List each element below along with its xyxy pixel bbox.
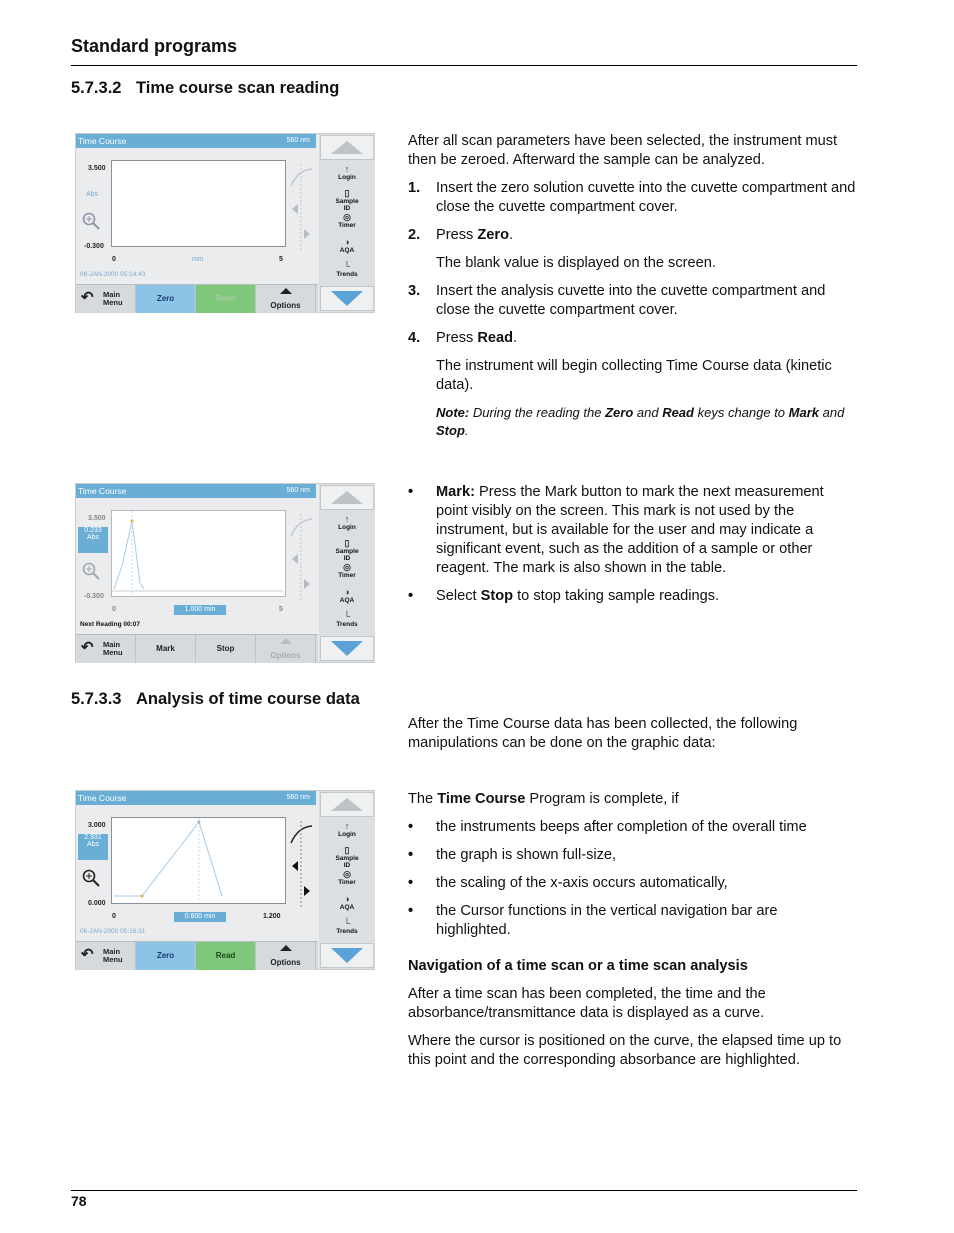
sidebar-item-trends[interactable]: └ Trends xyxy=(333,612,361,628)
section-heading-5-7-3-3: 5.7.3.3 Analysis of time course data xyxy=(71,690,360,708)
y-max-label: 3.500 xyxy=(88,515,106,522)
options-button[interactable]: Options xyxy=(256,942,316,970)
x-cursor-highlight: 0.600 min xyxy=(174,912,226,922)
y-min-label: -0.300 xyxy=(84,243,104,250)
main-menu-button[interactable]: ↶ Main Menu xyxy=(76,285,136,313)
device-screen-during-reading xyxy=(75,483,375,663)
intro-paragraph: After all scan parameters have been selected, the instrument must then be zeroed. Afterward the sample can be analyzed. xyxy=(408,133,838,168)
back-arrow-icon: ↶ xyxy=(81,639,94,656)
main-menu-button[interactable]: ↶ Main Menu xyxy=(76,635,136,663)
section2-text xyxy=(408,790,856,1079)
login-icon: ↑ xyxy=(344,821,350,831)
y-min-label: -0.300 xyxy=(84,593,104,600)
bottom-button-bar xyxy=(76,284,318,313)
x-max-label: 5 xyxy=(279,256,283,263)
cursor-tools-active[interactable] xyxy=(288,821,315,909)
y-cursor-highlight: 2.931 Abs xyxy=(78,834,108,860)
device-screen-completed-scan xyxy=(75,790,375,970)
list-item: • the instruments beeps after completion of the overall time xyxy=(408,819,807,835)
read-button[interactable]: Read xyxy=(196,285,256,313)
timestamp: 06-JAN-2000 05:14:43 xyxy=(80,271,146,278)
mark-button[interactable]: Mark xyxy=(136,635,196,663)
read-button[interactable]: Read xyxy=(196,942,256,970)
scroll-down-button[interactable] xyxy=(320,286,374,311)
graph-area xyxy=(111,817,286,904)
timer-icon: ◎ xyxy=(343,562,351,572)
sidebar-nav xyxy=(319,484,375,662)
zoom-icon[interactable] xyxy=(82,212,100,230)
screen-title-bar: Time Course 560 nm xyxy=(76,791,316,805)
timestamp: 06-JAN-2000 05:16:31 xyxy=(80,928,146,935)
step-4-result: The instrument will begin collecting Time Course data (kinetic data). xyxy=(436,358,832,393)
aqa-icon: ◑ xyxy=(344,587,350,597)
sidebar-item-trends[interactable]: └ Trends xyxy=(333,262,361,278)
bottom-button-bar xyxy=(76,634,318,663)
back-arrow-icon: ↶ xyxy=(81,289,94,306)
bottom-button-bar xyxy=(76,941,318,970)
scroll-up-button[interactable] xyxy=(320,485,374,510)
login-icon: ↑ xyxy=(344,164,350,174)
bullet-stop: • Select Stop to stop taking sample readings. xyxy=(408,588,720,604)
list-item: • the Cursor functions in the vertical navigation bar are highlighted. xyxy=(408,903,778,938)
trends-icon: └ xyxy=(343,261,351,271)
stop-button[interactable]: Stop xyxy=(196,635,256,663)
y-min-label: 0.000 xyxy=(88,900,106,907)
sample-id-icon: ▯ xyxy=(344,538,350,548)
navigation-paragraph-2: Where the cursor is positioned on the curve, the elapsed time up to this point and the corresponding absorbance are highlighted. xyxy=(408,1033,842,1068)
sidebar-item-timer[interactable]: ◎ Timer xyxy=(333,213,361,229)
aqa-icon: ◑ xyxy=(344,894,350,904)
sidebar-item-sample-id[interactable]: ▯ Sample ID xyxy=(333,846,361,869)
footer-rule xyxy=(71,1190,857,1191)
login-icon: ↑ xyxy=(344,514,350,524)
scroll-down-button[interactable] xyxy=(320,943,374,968)
timer-icon: ◎ xyxy=(343,869,351,879)
navigation-subheading: Navigation of a time scan or a time scan analysis xyxy=(408,958,748,974)
sample-id-icon: ▯ xyxy=(344,188,350,198)
device-screen-before-reading xyxy=(75,133,375,313)
scroll-down-button[interactable] xyxy=(320,636,374,661)
step-3: 3. Insert the analysis cuvette into the cuvette compartment and close the cuvette compartment cover. xyxy=(408,283,826,318)
y-max-label: 3.500 xyxy=(88,165,106,172)
y-cursor-highlight: 0.233 Abs xyxy=(78,527,108,553)
section2-intro: After the Time Course data has been collected, the following manipulations can be done on the graphic data: xyxy=(408,716,798,751)
options-button[interactable]: Options xyxy=(256,635,316,663)
x-min-label: 0 xyxy=(112,913,116,920)
trends-icon: └ xyxy=(343,918,351,928)
aqa-icon: ◑ xyxy=(344,237,350,247)
x-min-label: 0 xyxy=(112,606,116,613)
sidebar-item-trends[interactable]: └ Trends xyxy=(333,919,361,935)
zero-button[interactable]: Zero xyxy=(136,942,196,970)
scroll-up-button[interactable] xyxy=(320,792,374,817)
sidebar-item-login[interactable]: ↑ Login xyxy=(333,515,361,531)
y-max-label: 3.000 xyxy=(88,822,106,829)
sidebar-item-aqa[interactable]: ◑ AQA xyxy=(333,238,361,254)
timer-icon: ◎ xyxy=(343,212,351,222)
list-item: • the graph is shown full-size, xyxy=(408,847,617,863)
x-max-label: 5 xyxy=(279,606,283,613)
section1-text xyxy=(408,132,856,440)
main-menu-button[interactable]: ↶ Main Menu xyxy=(76,942,136,970)
sidebar-item-sample-id[interactable]: ▯ Sample ID xyxy=(333,189,361,212)
y-unit-label: Abs xyxy=(86,191,99,198)
sidebar-item-login[interactable]: ↑ Login xyxy=(333,822,361,838)
complete-condition: The Time Course Program is complete, if xyxy=(408,791,679,807)
header-rule xyxy=(71,65,857,66)
section-heading-5-7-3-2: 5.7.3.2 Time course scan reading xyxy=(71,79,340,97)
zoom-icon[interactable] xyxy=(82,869,100,887)
step-1: 1. Insert the zero solution cuvette into the cuvette compartment and close the cuvette compartment cover. xyxy=(408,180,856,215)
next-reading-countdown: Next Reading 00:07 xyxy=(80,621,140,628)
x-cursor-highlight: 1.000 min xyxy=(174,605,226,615)
sidebar-item-timer[interactable]: ◎ Timer xyxy=(333,563,361,579)
zoom-icon[interactable] xyxy=(82,562,100,580)
mark-stop-bullets xyxy=(408,483,856,615)
x-max-label: 1.200 xyxy=(263,913,281,920)
screen-title-bar: Time Course 560 nm xyxy=(76,484,316,498)
graph-area xyxy=(111,510,286,597)
sidebar-item-aqa[interactable]: ◑ AQA xyxy=(333,895,361,911)
x-unit-label: min xyxy=(192,256,204,263)
cursor-tools xyxy=(288,164,315,252)
zero-button[interactable]: Zero xyxy=(136,285,196,313)
bullet-mark: • Mark: Press the Mark button to mark the next measurement point visibly on the screen. This mark is not used by the instrument, but is available for the user and may indicate a significant event, such as the addition of a sample or other reagent. The mark is also shown in the table. xyxy=(408,484,824,576)
graph-area xyxy=(111,160,286,247)
trends-icon: └ xyxy=(343,611,351,621)
sample-id-icon: ▯ xyxy=(344,845,350,855)
x-min-label: 0 xyxy=(112,256,116,263)
options-button[interactable]: Options xyxy=(256,285,316,313)
sidebar-nav xyxy=(319,134,375,312)
step-4: 4. Press Read. xyxy=(408,330,518,346)
scroll-up-button[interactable] xyxy=(320,135,374,160)
sidebar-item-aqa[interactable]: ◑ AQA xyxy=(333,588,361,604)
list-item: • the scaling of the x-axis occurs automatically, xyxy=(408,875,728,891)
back-arrow-icon: ↶ xyxy=(81,946,94,963)
sidebar-nav xyxy=(319,791,375,969)
sidebar-item-login[interactable]: ↑ Login xyxy=(333,165,361,181)
sidebar-item-timer[interactable]: ◎ Timer xyxy=(333,870,361,886)
cursor-tools xyxy=(288,514,315,602)
navigation-paragraph-1: After a time scan has been completed, the time and the absorbance/transmittance data is displayed as a curve. xyxy=(408,986,766,1021)
note: Note: During the reading the Zero and Read keys change to Mark and Stop. xyxy=(436,405,845,438)
page-number: 78 xyxy=(71,1193,87,1209)
page-section-title: Standard programs xyxy=(71,36,238,56)
screen-title-bar: Time Course 560 nm xyxy=(76,134,316,148)
sidebar-item-sample-id[interactable]: ▯ Sample ID xyxy=(333,539,361,562)
step-2: 2. Press Zero. xyxy=(408,227,514,243)
step-2-result: The blank value is displayed on the screen. xyxy=(436,255,716,271)
